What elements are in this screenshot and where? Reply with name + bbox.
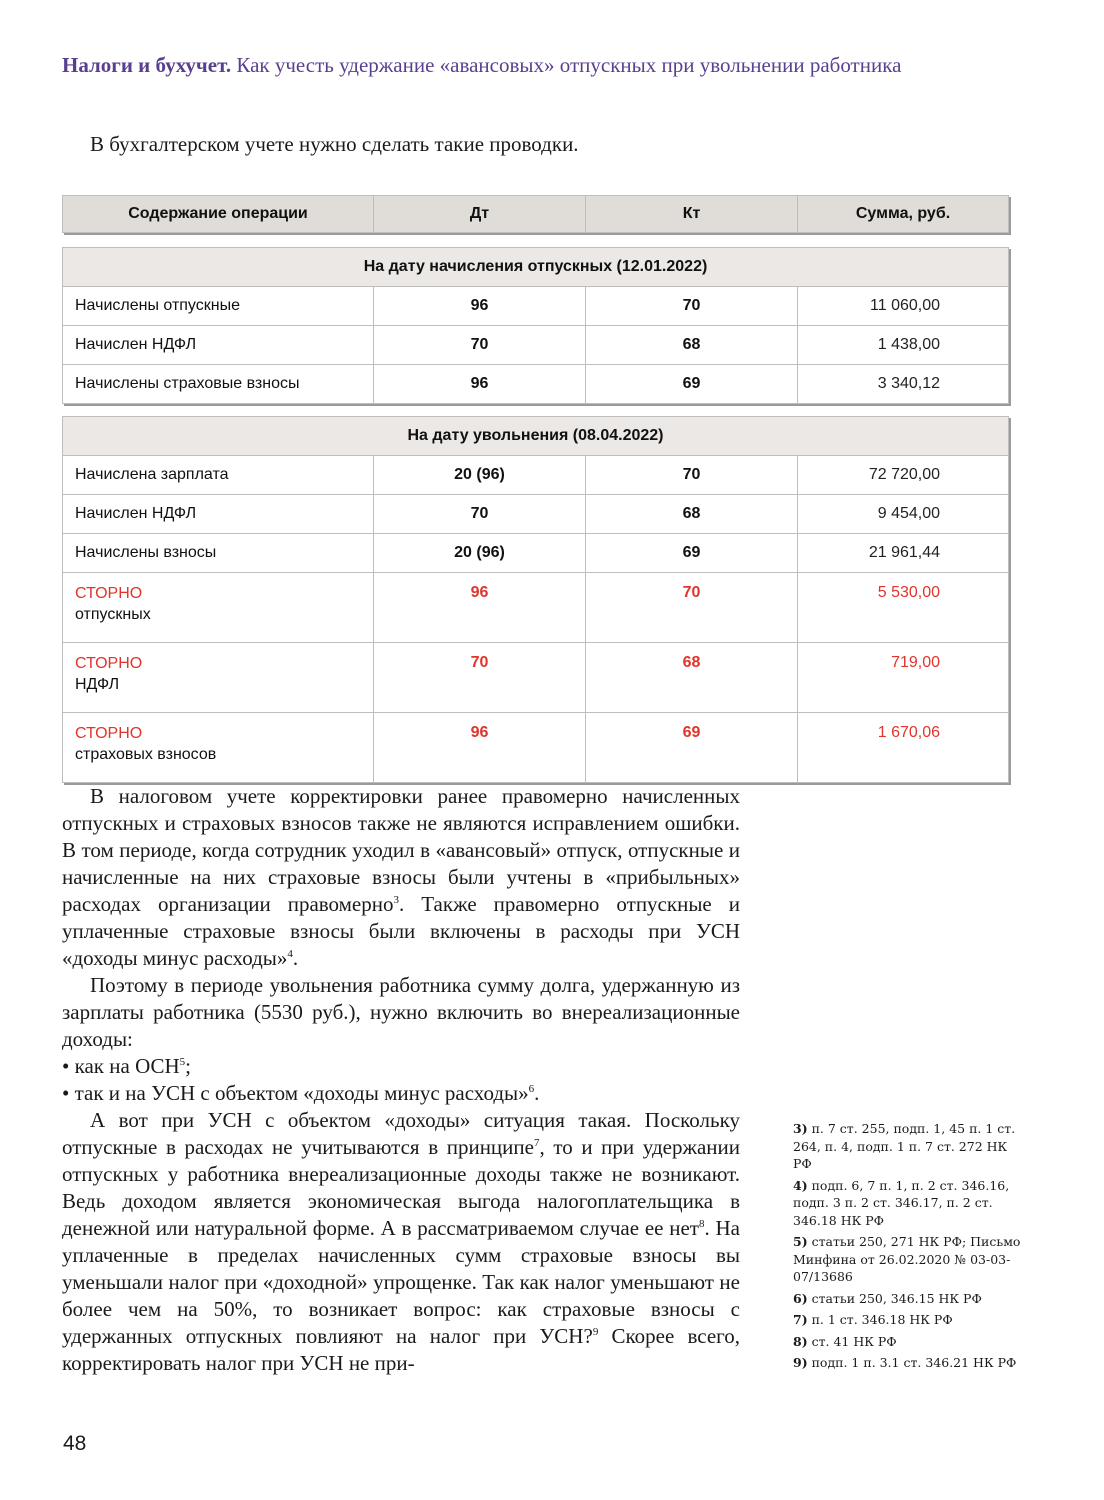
running-head-title: Как учесть удержание «авансовых» отпускных при увольнении работника <box>236 53 902 77</box>
footnote-ref: 8 <box>698 1218 705 1230</box>
column-header-amount: Сумма, руб. <box>798 196 1009 233</box>
paragraph-usn-income: А вот при УСН с объектом «доходы» ситуация такая. Поскольку отпускные в расходах не учитываются в принципе$^7$, то и при удержании отпускных у работника внереализационные доходы также не возникают. Ведь доходом является экономическая выгода налогоплательщика в денежной или натуральной форме. А в рассматриваемом случае ее нет$^8$. На уплаченные в пределах начисленных сумм страховые взносы вы уменьшали налог при «доходной» упрощенке. Так как налог уменьшают не более чем на 50%, то возникает вопрос: как страховые взносы с удержанных отпускных повлияют на налог при УСН?$^9$ Скорее всего, корректировать налог при УСН не при- <box>62 1108 740 1375</box>
debit-cell: 96 <box>374 287 586 326</box>
paragraph-non-operating-income: Поэтому в периоде увольнения работника сумму долга, удержанную из зарплаты работника (5530 руб.), нужно включить во внереализационные доходы: <box>62 973 740 1051</box>
operation-cell: Начислена зарплата <box>63 456 374 495</box>
page-number: 48 <box>63 1432 87 1455</box>
footnote: 7) п. 1 ст. 346.18 НК РФ <box>793 1312 953 1327</box>
amount-cell: 11 060,00 <box>798 287 1009 326</box>
operation-cell: Начислен НДФЛ <box>63 326 374 365</box>
section-title: На дату начисления отпускных (12.01.2022) <box>63 248 1009 287</box>
intro-paragraph: В бухгалтерском учете нужно сделать такие проводки. <box>90 132 579 156</box>
footnote: 5) статьи 250, 271 НК РФ; Письмо Минфина от 26.02.2020 № 03-03-07/13686 <box>793 1234 1021 1284</box>
credit-cell: 70 <box>586 573 798 643</box>
table-row <box>63 365 1009 404</box>
footnote: 6) статьи 250, 346.15 НК РФ <box>793 1290 982 1306</box>
article-body <box>62 783 740 1377</box>
footnotes <box>793 1120 1023 1376</box>
debit-cell: 96 <box>374 573 586 643</box>
amount-cell: 1 670,06 <box>798 713 1009 783</box>
table-row <box>63 287 1009 326</box>
paragraph-tax-accounting: В налоговом учете корректировки ранее правомерно начисленных отпускных и страховых взносов также не являются исправлением ошибки. В том периоде, когда сотрудник уходил в «авансовый» отпуск, отпускные и начисленные на них страховые взносы были учтены в «прибыльных» расходах организации правомерно$^3$. Также правомерно отпускные и уплаченные страховые взносы были включены в расходы при УСН «доходы минус расходы»$^4$. <box>62 784 740 970</box>
storno-label: СТОРНО <box>75 585 143 602</box>
footnote-ref: 7 <box>533 1137 540 1149</box>
operation-cell <box>63 643 374 713</box>
credit-cell: 68 <box>586 326 798 365</box>
table-row <box>63 456 1009 495</box>
credit-cell: 70 <box>586 456 798 495</box>
amount-cell: 21 961,44 <box>798 534 1009 573</box>
debit-cell: 70 <box>374 643 586 713</box>
debit-cell: 20 (96) <box>374 456 586 495</box>
storno-label: СТОРНО <box>75 655 143 672</box>
storno-label: СТОРНО <box>75 725 143 742</box>
running-head-rubric: Налоги и бухучет. <box>62 53 232 77</box>
operation-cell: Начислены взносы <box>63 534 374 573</box>
amount-cell: 719,00 <box>798 643 1009 713</box>
column-header-credit: Кт <box>586 196 798 233</box>
operation-cell <box>63 573 374 643</box>
footnote: 9) подп. 1 п. 3.1 ст. 346.21 НК РФ <box>793 1355 1017 1370</box>
amount-cell: 5 530,00 <box>798 573 1009 643</box>
column-header-debit: Дт <box>374 196 586 233</box>
entries-section-accrual <box>62 247 1009 404</box>
credit-cell: 68 <box>586 495 798 534</box>
operation-cell: Начислены страховые взносы <box>63 365 374 404</box>
operation-cell: Начислен НДФЛ <box>63 495 374 534</box>
amount-cell: 9 454,00 <box>798 495 1009 534</box>
amount-cell: 1 438,00 <box>798 326 1009 365</box>
debit-cell: 20 (96) <box>374 534 586 573</box>
table-row-storno <box>63 713 1009 783</box>
footnote-ref: 9 <box>592 1326 599 1338</box>
credit-cell: 68 <box>586 643 798 713</box>
footnote: 3) п. 7 ст. 255, подп. 1, 45 п. 1 ст. 264, п. 4, подп. 1 п. 7 ст. 272 НК РФ <box>793 1121 1016 1171</box>
running-head <box>62 53 901 78</box>
amount-cell: 72 720,00 <box>798 456 1009 495</box>
footnote: 8) ст. 41 НК РФ <box>793 1333 897 1349</box>
list-item: • как на ОСН$^5$; <box>62 1054 192 1078</box>
entries-table-header <box>62 195 1009 233</box>
storno-object: отпускных <box>75 606 151 623</box>
table-row <box>63 534 1009 573</box>
footnote: 4) подп. 6, 7 п. 1, п. 2 ст. 346.16, подп. 3 п. 2 ст. 346.17, п. 2 ст. 346.18 НК РФ <box>793 1177 1010 1228</box>
storno-object: страховых взносов <box>75 746 217 763</box>
operation-cell: Начислены отпускные <box>63 287 374 326</box>
table-row <box>63 326 1009 365</box>
entries-section-dismissal <box>62 416 1009 783</box>
list-item: • так и на УСН с объектом «доходы минус расходы»$^6$. <box>62 1081 540 1105</box>
footnote-ref: 6 <box>528 1083 535 1095</box>
section-title: На дату увольнения (08.04.2022) <box>63 417 1009 456</box>
credit-cell: 69 <box>586 713 798 783</box>
debit-cell: 96 <box>374 365 586 404</box>
credit-cell: 69 <box>586 365 798 404</box>
footnote-ref: 3 <box>393 894 399 906</box>
credit-cell: 69 <box>586 534 798 573</box>
credit-cell: 70 <box>586 287 798 326</box>
table-row <box>63 495 1009 534</box>
debit-cell: 96 <box>374 713 586 783</box>
footnote-ref: 4 <box>287 948 293 960</box>
table-row-storno <box>63 573 1009 643</box>
debit-cell: 70 <box>374 326 586 365</box>
column-header-operation: Содержание операции <box>63 196 374 233</box>
amount-cell: 3 340,12 <box>798 365 1009 404</box>
operation-cell <box>63 713 374 783</box>
debit-cell: 70 <box>374 495 586 534</box>
footnote-ref: 5 <box>179 1056 186 1068</box>
table-row-storno <box>63 643 1009 713</box>
storno-object: НДФЛ <box>75 676 120 693</box>
